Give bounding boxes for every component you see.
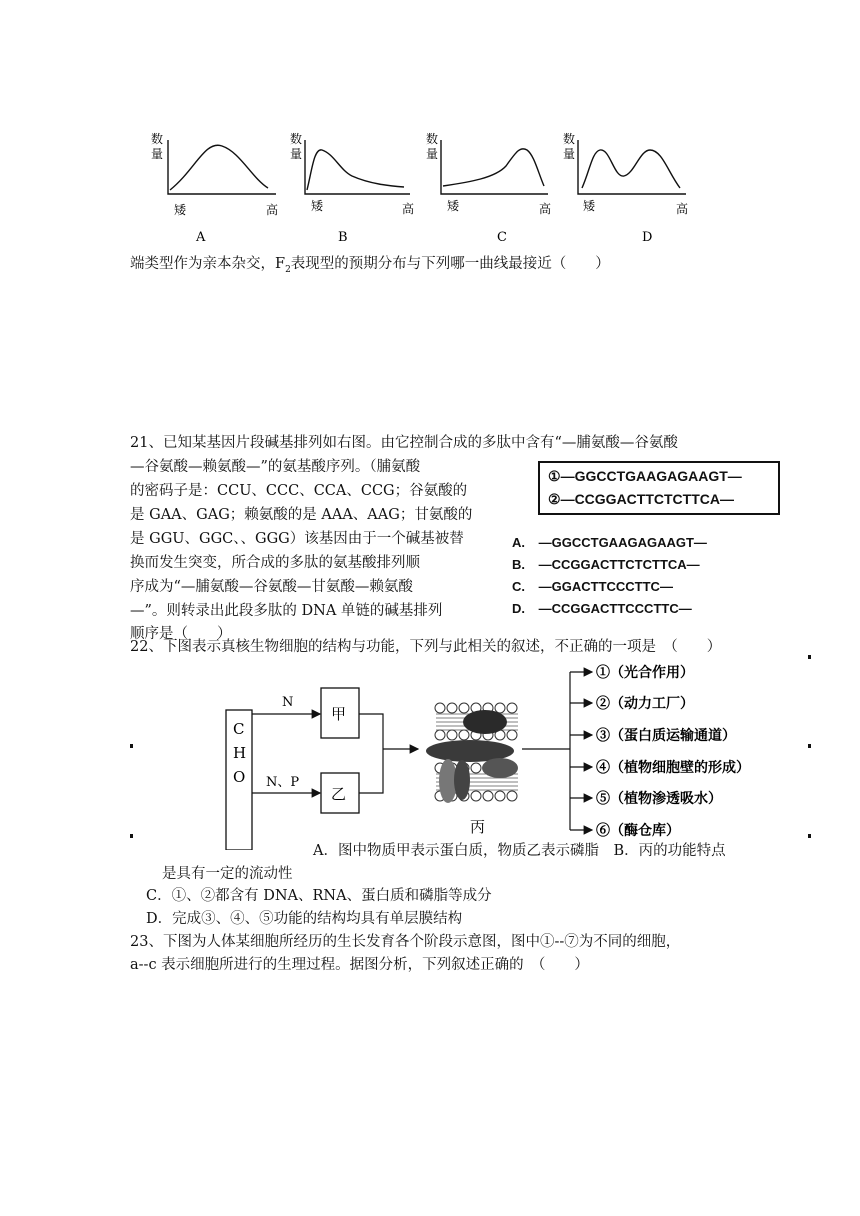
q21-line-1: 21、已知某基因片段碱基排列如右图。由它控制合成的多肽中含有“—脯氨酸—谷氨酸 — [130, 435, 678, 451]
q21-line-2: —谷氨酸—赖氨酸—”的氨基酸序列。（脯氨酸 — [130, 459, 421, 475]
q21-line-9: 顺序是（ ） — [130, 626, 232, 642]
curve-a — [170, 145, 268, 190]
option-seq: —CCGGACTTCCCTTC— — [538, 601, 692, 616]
q21-line-3: 的密码子是：CCU、CCC、CCA、CCG；谷氨酸的 — [130, 483, 468, 499]
arrow-np-label: N、P — [266, 775, 300, 790]
element-h: H — [233, 744, 247, 762]
x-high-label: 高 — [539, 202, 552, 216]
label-yi: 乙 — [331, 785, 347, 803]
q21-option-d — [512, 601, 692, 616]
y-label-2: 量 — [290, 147, 303, 161]
q20-text-2: 表现型的预期分布与下列哪一曲线最接近（ ） — [290, 256, 610, 272]
function-4: ④（植物细胞壁的形成） — [596, 760, 750, 776]
option-letter: D. — [512, 601, 525, 616]
x-high-label: 高 — [402, 202, 415, 216]
curve-b — [307, 150, 404, 190]
y-label-2: 量 — [426, 147, 439, 161]
curve-panels — [0, 0, 860, 250]
curve-d — [582, 150, 680, 188]
q21-option-a — [512, 535, 707, 550]
x-low-label: 矮 — [311, 199, 324, 213]
function-1: ①（光合作用） — [596, 665, 694, 681]
strand-2 — [548, 491, 734, 508]
q22-stem: 22、下图表示真核生物细胞的结构与功能，下列与此相关的叙述，不正确的一项是 （ ） — [130, 639, 722, 655]
option-letter: B. — [512, 557, 525, 572]
option-seq: —CCGGACTTCTCTTCA— — [538, 557, 700, 572]
strand-2-seq: —CCGGACTTCTCTTCA— — [560, 491, 734, 507]
q21-line-7: 序成为“—脯氨酸—谷氨酸—甘氨酸—赖氨酸 — [130, 579, 413, 595]
y-label-1: 数 — [426, 132, 439, 146]
x-low-label: 矮 — [447, 199, 460, 213]
x-low-label: 矮 — [583, 199, 596, 213]
strand-2-mark: ② — [548, 491, 561, 507]
q20-stem-tail — [130, 254, 610, 280]
q20-text: 端类型作为亲本杂交，F — [130, 256, 286, 272]
q21-line-4: 是 GAA、GAG；赖氨酸的是 AAA、AAG；甘氨酸的 — [130, 507, 473, 523]
x-high-label: 高 — [676, 202, 689, 216]
q21-option-b — [512, 557, 700, 572]
q21-line-5: 是 GGU、GGC、、GGG）该基因由于一个碱基被替 — [130, 531, 464, 547]
subscript: 2 — [285, 264, 291, 275]
q21-option-c — [512, 579, 673, 594]
option-letter: A. — [512, 535, 525, 550]
q23-line-2: a--c 表示细胞所进行的生理过程。据图分析，下列叙述正确的 （ ） — [130, 957, 589, 973]
curve-panel-d — [563, 131, 688, 245]
q22-option-ab-line-2: 是具有一定的流动性 — [162, 866, 293, 882]
cell-structure-diagram — [0, 650, 860, 850]
function-2: ②（动力工厂） — [596, 696, 694, 712]
element-o: O — [233, 768, 246, 786]
label-bing: 丙 — [470, 818, 486, 836]
strand-1-seq: —GGCCTGAAGAGAAGT— — [560, 468, 742, 484]
q22-option-c: C．①、②都含有 DNA、RNA、蛋白质和磷脂等成分 — [146, 888, 492, 904]
y-label-2: 量 — [563, 147, 576, 161]
x-low-label: 矮 — [174, 203, 187, 217]
panel-label-a: A — [196, 230, 206, 245]
curve-panel-b — [290, 131, 414, 245]
element-c: C — [233, 720, 245, 738]
option-letter: C. — [512, 579, 525, 594]
option-seq: —GGACTTCCCTTC— — [538, 579, 673, 594]
q21-line-6: 换而发生突变，所合成的多肽的氨基酸排列顺 — [130, 555, 420, 571]
q21-line-8: —”。则转录出此段多肽的 DNA 单链的碱基排列 — [130, 603, 443, 619]
curve-c — [443, 149, 544, 186]
membrane-illustration — [426, 703, 518, 803]
function-3: ③（蛋白质运输通道） — [596, 728, 736, 744]
q23-line-1: 23、下图为人体某细胞所经历的生长发育各个阶段示意图，图中①--⑦为不同的细胞， — [130, 934, 681, 950]
label-jia: 甲 — [331, 705, 347, 723]
strand-1-mark: ① — [548, 468, 561, 484]
function-5: ⑤（植物渗透吸水） — [596, 791, 722, 807]
curve-panel-c — [426, 131, 551, 245]
strand-1 — [548, 468, 742, 485]
y-label-1: 数 — [563, 132, 576, 146]
q22-option-d: D．完成③、④、⑤功能的结构均具有单层膜结构 — [146, 911, 463, 927]
x-high-label: 高 — [266, 203, 279, 217]
function-6: ⑥（酶仓库） — [596, 823, 680, 839]
panel-label-b: B — [338, 230, 348, 245]
q22-option-ab-line-1: A．图中物质甲表示蛋白质，物质乙表示磷脂 B．丙的功能特点 — [313, 843, 726, 859]
curve-panel-a — [151, 131, 278, 245]
y-label-1: 数 — [151, 132, 164, 146]
arrow-n-label: N — [282, 695, 294, 710]
dna-strand-box — [538, 461, 780, 515]
option-seq: —GGCCTGAAGAGAAGT— — [538, 535, 707, 550]
panel-label-c: C — [497, 230, 507, 245]
y-label-1: 数 — [290, 132, 303, 146]
panel-label-d: D — [642, 230, 653, 245]
y-label-2: 量 — [151, 147, 164, 161]
